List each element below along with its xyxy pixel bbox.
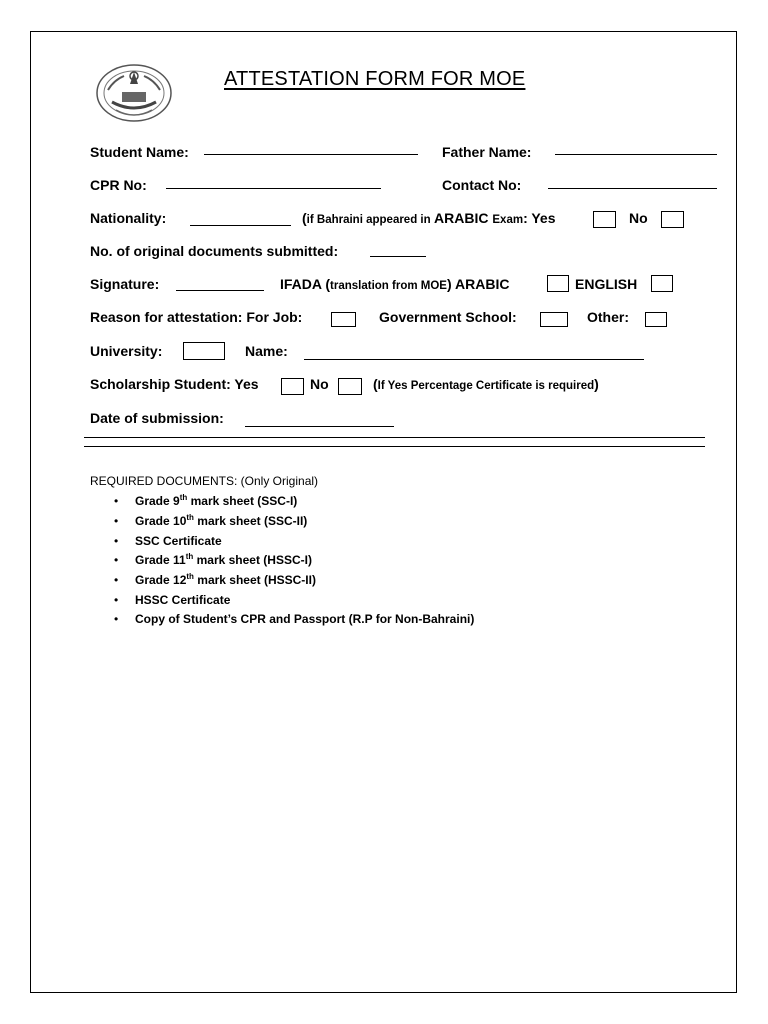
reason-label: Reason for attestation: For Job: [90,309,303,325]
government-school-label: Government School: [379,309,517,325]
ifada-note: translation from MOE [330,280,447,292]
cpr-no-field[interactable] [166,188,381,189]
required-doc-item: Grade 10th mark sheet (SSC-II) [135,513,308,528]
father-name-label: Father Name: [442,144,532,160]
page-title: ATTESTATION FORM FOR MOE [224,68,526,90]
original-docs-field[interactable] [370,256,426,257]
nationality-arabic: ARABIC [434,210,489,226]
required-doc-item: Copy of Student’s CPR and Passport (R.P for Non-Bahraini) [135,612,475,626]
university-name-field[interactable] [304,359,644,360]
university-label: University: [90,343,163,359]
nationality-yes-label: : Yes [523,210,556,226]
ifada-arabic-label: ) ARABIC [446,276,510,292]
father-name-field[interactable] [555,154,717,155]
nationality-no-checkbox[interactable] [661,211,684,228]
student-name-label: Student Name: [90,144,189,160]
nationality-exam: Exam [492,214,524,226]
contact-no-field[interactable] [548,188,717,189]
nationality-no-label: No [629,210,648,226]
bullet-icon: • [114,612,119,626]
required-doc-item: HSSC Certificate [135,593,231,607]
required-documents-heading: REQUIRED DOCUMENTS: (Only Original) [90,474,319,488]
required-doc-item: Grade 11th mark sheet (HSSC-I) [135,552,312,567]
university-name-label: Name: [245,343,288,359]
ifada-english-label: ENGLISH [575,276,638,292]
nationality-label: Nationality: [90,210,167,226]
required-doc-item: Grade 9th mark sheet (SSC-I) [135,493,298,508]
student-name-field[interactable] [204,154,418,155]
bullet-icon: • [114,514,119,528]
required-doc-item: SSC Certificate [135,534,222,548]
bullet-icon: • [114,553,119,567]
ifada-english-checkbox[interactable] [651,275,673,292]
scholarship-no-checkbox[interactable] [338,378,362,395]
scholarship-label: Scholarship Student: Yes [90,376,259,392]
ministry-seal-logo [94,62,174,124]
ifada-label: IFADA ( [280,276,331,292]
signature-label: Signature: [90,276,160,292]
nationality-field[interactable] [190,225,291,226]
original-docs-label: No. of original documents submitted: [90,243,339,259]
for-job-checkbox[interactable] [331,312,356,327]
bullet-icon: • [114,494,119,508]
bullet-icon: • [114,534,119,548]
university-checkbox[interactable] [183,342,225,360]
scholarship-note-paren-close: ) [594,376,599,392]
scholarship-no-label: No [310,376,329,392]
bullet-icon: • [114,593,119,607]
nationality-yes-checkbox[interactable] [593,211,616,228]
scholarship-note-paren: ( [373,376,378,392]
scholarship-note: If Yes Percentage Certificate is required [377,380,595,392]
government-school-checkbox[interactable] [540,312,568,327]
divider-line-top [84,437,705,438]
contact-no-label: Contact No: [442,177,522,193]
required-doc-item: Grade 12th mark sheet (HSSC-II) [135,572,316,587]
other-checkbox[interactable] [645,312,667,327]
bullet-icon: • [114,573,119,587]
cpr-no-label: CPR No: [90,177,147,193]
scholarship-yes-checkbox[interactable] [281,378,304,395]
nationality-note: if Bahraini appeared in [306,214,431,226]
date-submission-label: Date of submission: [90,410,224,426]
divider-line-bottom [84,446,705,447]
other-label: Other: [587,309,629,325]
signature-field[interactable] [176,290,264,291]
date-submission-field[interactable] [245,426,394,427]
ifada-arabic-checkbox[interactable] [547,275,569,292]
nationality-note-paren: ( [302,210,307,226]
